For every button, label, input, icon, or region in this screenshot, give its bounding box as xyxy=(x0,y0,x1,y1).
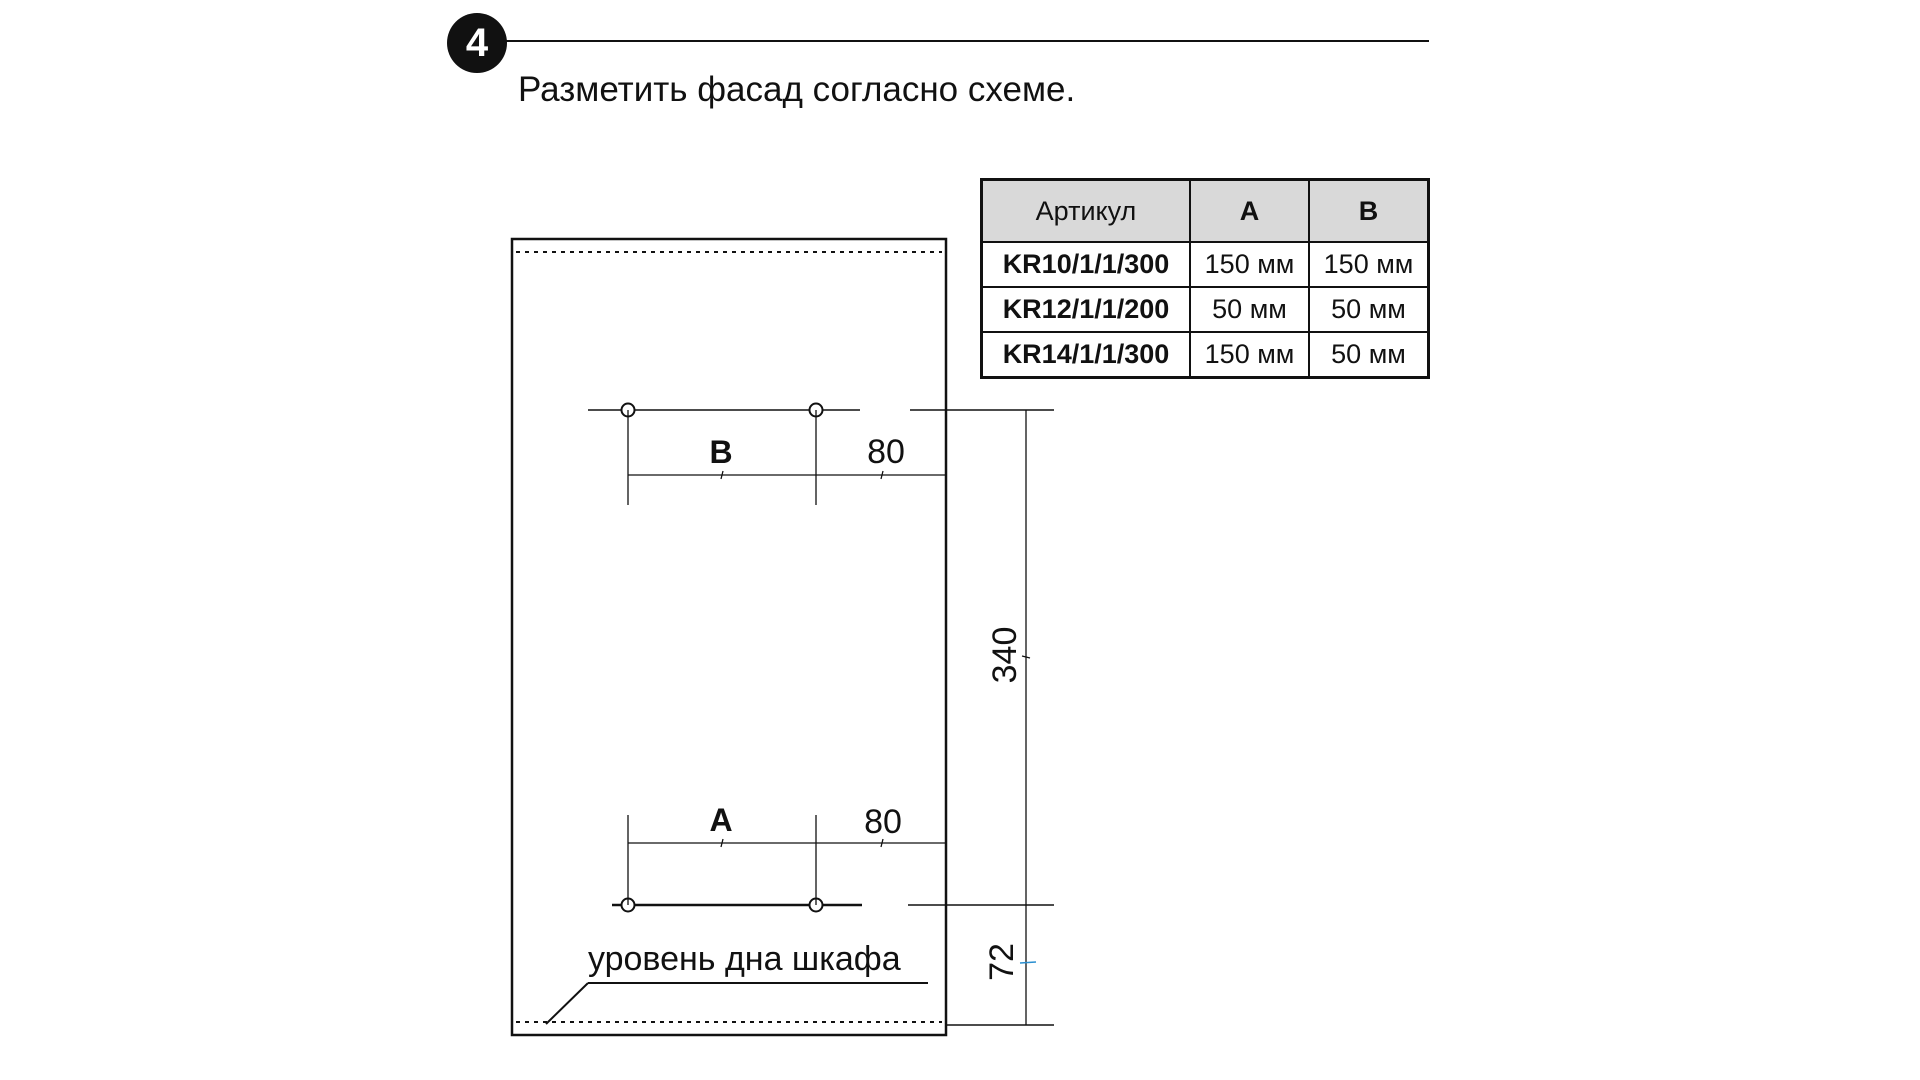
floor-leader-line xyxy=(546,983,588,1024)
floor-level-callout xyxy=(546,940,928,1024)
lower-hole-row xyxy=(612,802,1054,912)
cell-b: 150 мм xyxy=(1309,242,1429,287)
lower-offset-value: 80 xyxy=(864,803,902,841)
cell-article: KR10/1/1/300 xyxy=(982,242,1191,287)
cell-a: 50 мм xyxy=(1190,287,1309,332)
cell-b: 50 мм xyxy=(1309,287,1429,332)
bottom-dimension xyxy=(946,943,1054,1025)
bottom-tick xyxy=(1020,962,1036,963)
cell-a: 150 мм xyxy=(1190,242,1309,287)
bottom-dimension-value: 72 xyxy=(983,943,1021,981)
facade-panel xyxy=(512,239,946,1035)
label-a: A xyxy=(709,802,733,838)
upper-offset-value: 80 xyxy=(867,433,905,471)
header-a: A xyxy=(1190,180,1309,243)
cell-b: 50 мм xyxy=(1309,332,1429,378)
step-number-badge: 4 xyxy=(447,13,507,73)
step-instruction: Разметить фасад согласно схеме. xyxy=(518,70,1076,109)
cell-article: KR12/1/1/200 xyxy=(982,287,1191,332)
height-dimension-value: 340 xyxy=(986,626,1024,684)
floor-level-label: уровень дна шкафа xyxy=(588,940,901,978)
label-b: B xyxy=(709,434,733,470)
header-b: B xyxy=(1309,180,1429,243)
cell-article: KR14/1/1/300 xyxy=(982,332,1191,378)
height-dimension xyxy=(986,410,1030,1025)
upper-hole-row xyxy=(588,404,1054,506)
header-article: Артикул xyxy=(982,180,1191,243)
cell-a: 150 мм xyxy=(1190,332,1309,378)
